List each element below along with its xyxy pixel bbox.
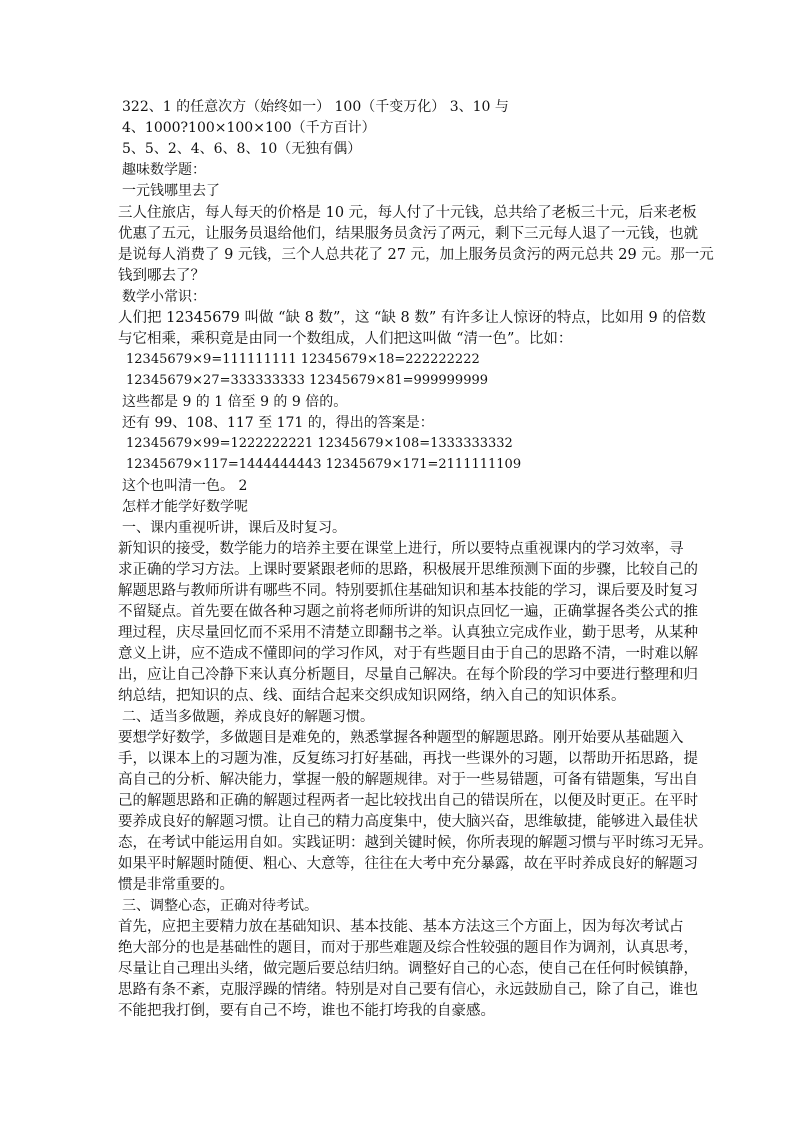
text-line: 这些都是 9 的 1 倍至 9 的 9 倍的。 xyxy=(122,394,348,410)
text-line: 322、1 的任意次方（始终如一） 100（千变万化） 3、10 与 xyxy=(122,99,509,115)
paragraph-line: 三人住旅店，每人每天的价格是 10 元，每人付了十元钱，总共给了老板三十元，后来老板 xyxy=(118,205,697,221)
paragraph-line: 意义上讲，应不造成不懂即问的学习作风，对于有些题目由于自己的思路不清，一时难以解 xyxy=(118,646,698,662)
equation-line: 12345679×99=1222222221 12345679×108=1333333332 xyxy=(126,436,513,451)
paragraph-line: 优惠了五元，让服务员退给他们，结果服务员贪污了两元，剩下三元每人退了一元钱，也就 xyxy=(118,226,698,242)
paragraph-line: 己的解题思路和正确的解题过程两者一起比较找出自己的错误所在，以便及时更正。在平时 xyxy=(118,793,698,809)
paragraph-line: 理过程，庆尽量回忆而不采用不清楚立即翻书之举。认真独立完成作业，勤于思考，从某种 xyxy=(118,625,698,641)
text-line: 5、5、2、4、6、8、10（无独有偶） xyxy=(122,141,362,157)
equation-line: 12345679×27=333333333 12345679×81=999999999 xyxy=(126,373,489,388)
paragraph-line: 纳总结，把知识的点、线、面结合起来交织成知识网络，纳入自己的知识体系。 xyxy=(118,688,626,704)
paragraph-line: 不能把我打倒，要有自己不垮，谁也不能打垮我的自豪感。 xyxy=(118,1003,495,1019)
paragraph-line: 求正确的学习方法。上课时要紧跟老师的思路，积极展开思维预测下面的步骤，比较自己的 xyxy=(118,562,698,578)
section-heading: 一元钱哪里去了 xyxy=(122,183,220,199)
paragraph-line: 是说每人消费了 9 元钱，三个人总共花了 27 元，加上服务员贪污的两元总共 29 元。那一元 xyxy=(118,247,714,263)
paragraph-line: 尽量让自己理出头绪，做完题后要总结归纳。调整好自己的心态，使自己在任何时候镇静， xyxy=(118,961,698,977)
equation-line: 12345679×9=111111111 12345679×18=222222222 xyxy=(126,352,480,367)
paragraph-line: 思路有条不紊，克服浮躁的情绪。特别是对自己要有信心，永远鼓励自己，除了自己，谁也 xyxy=(118,982,698,998)
section-heading: 怎样才能学好数学呢 xyxy=(122,499,248,515)
text-line: 这个也叫清一色。 2 xyxy=(122,478,248,494)
paragraph-line: 人们把 12345679 叫做 “缺 8 数”，这 “缺 8 数” 有许多让人惊讶的特点，比如用 9 的倍数 xyxy=(118,310,706,326)
paragraph-line: 态，在考试中能运用自如。实践证明：越到关键时候，你所表现的解题习惯与平时练习无异。 xyxy=(118,835,713,851)
paragraph-line: 要想学好数学，多做题目是难免的，熟悉掌握各种题型的解题思路。刚开始要从基础题入 xyxy=(118,730,684,746)
paragraph-line: 不留疑点。首先要在做各种习题之前将老师所讲的知识点回忆一遍，正确掌握各类公式的推 xyxy=(118,604,698,620)
section-heading: 数学小常识： xyxy=(122,289,206,305)
section-heading: 二、适当多做题，养成良好的解题习惯。 xyxy=(122,709,374,725)
section-heading: 一、课内重视听讲，课后及时复习。 xyxy=(122,520,346,536)
paragraph-line: 与它相乘，乘积竟是由同一个数组成，人们把这叫做 “清一色”。比如： xyxy=(118,331,573,347)
paragraph-line: 要养成良好的解题习惯。让自己的精力高度集中，使大脑兴奋，思维敏捷，能够进入最佳状 xyxy=(118,814,698,830)
paragraph-line: 钱到哪去了？ xyxy=(118,268,205,284)
paragraph-line: 绝大部分的也是基础性的题目，而对于那些难题及综合性较强的题目作为调剂，认真思考， xyxy=(118,940,698,956)
paragraph-line: 如果平时解题时随便、粗心、大意等，往往在大考中充分暴露，故在平时养成良好的解题习 xyxy=(118,856,698,872)
text-line: 还有 99、108、117 至 171 的，得出的答案是： xyxy=(122,415,434,431)
paragraph-line: 解题思路与教师所讲有哪些不同。特别要抓住基础知识和基本技能的学习，课后要及时复习 xyxy=(118,583,698,599)
paragraph-line: 首先，应把主要精力放在基础知识、基本技能、基本方法这三个方面上，因为每次考试占 xyxy=(118,919,684,935)
equation-line: 12345679×117=1444444443 12345679×171=2111111109 xyxy=(126,457,522,472)
paragraph-line: 惯是非常重要的。 xyxy=(118,877,234,893)
paragraph-line: 新知识的接受，数学能力的培养主要在课堂上进行，所以要特点重视课内的学习效率，寻 xyxy=(118,541,684,557)
section-heading: 三、调整心态，正确对待考试。 xyxy=(122,898,318,914)
paragraph-line: 高自己的分析、解决能力，掌握一般的解题规律。对于一些易错题，可备有错题集，写出自 xyxy=(118,772,698,788)
paragraph-line: 出，应让自己冷静下来认真分析题目，尽量自己解决。在每个阶段的学习中要进行整理和归 xyxy=(118,667,698,683)
text-line: 4、1000?100×100×100（千方百计） xyxy=(122,120,376,136)
paragraph-line: 手，以课本上的习题为准，反复练习打好基础，再找一些课外的习题，以帮助开拓思路，提 xyxy=(118,751,698,767)
section-heading: 趣味数学题： xyxy=(122,162,206,178)
